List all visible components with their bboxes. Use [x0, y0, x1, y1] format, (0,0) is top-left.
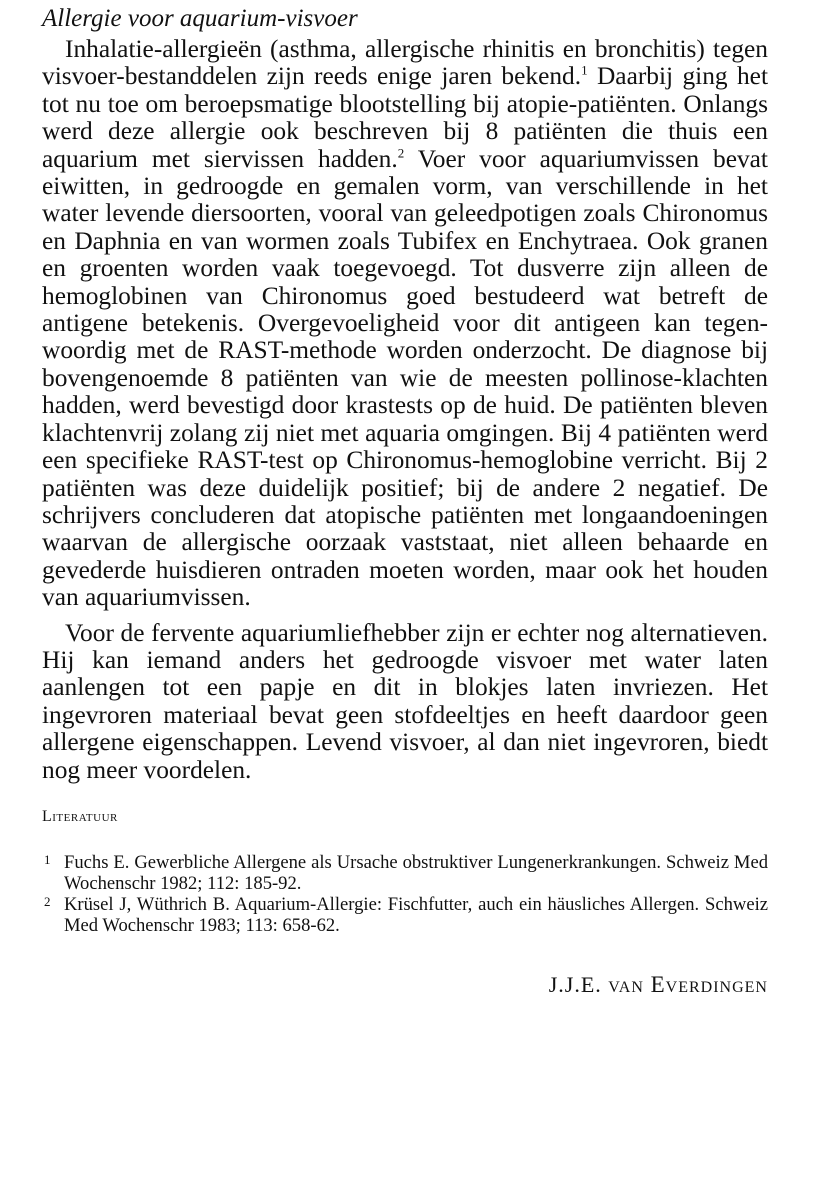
reference-item: [42, 852, 768, 894]
paragraph-1-part-c: Voer voor aquariumvissen bevat eiwitten, in gedroogde en gemalen vorm, van verschillende in het water levende diersoorten, vooral van geleedpotigen zoals Chironomus en Daphnia en van wormen zoals Tubifex en Enchytraea. Ook granen en groenten worden vaak toegevoegd. Tot dusverre zijn alleen de hemoglobinen van Chironomus goed bestudeerd wat betreft de antigene betekenis. Overgevoeligheid voor dit antigeen kan tegenwoordig met de RAST-methode worden onderzocht. De diagnose bij bovengenoemde 8 patiënten van wie de meesten pollinose-klachten hadden, werd bevestigd door krastests op de huid. De patiënten bleven klachtenvrij zolang zij niet met aquaria omgingen. Bij 4 patiënten werd een specifieke RAST-test op Chironomus-hemoglobine verricht. Bij 2 patiënten was deze duidelijk positief; bij de andere 2 negatief. De schrijvers concluderen dat atopische patiënten met longaandoeningen waarvan de allergische oorzaak vaststaat, niet alleen behaarde en gevederde huisdieren ontraden moeten worden, maar ook het houden van aquariumvissen.: [42, 144, 768, 612]
reference-text: Krüsel J, Wüthrich B. Aquarium-Allergie: Fischfutter, auch ein häusliches Allergen. Schweiz Med Wochenschr 1983; 113: 658-62.: [64, 893, 768, 936]
article-title: Allergie voor aquarium-visvoer: [42, 5, 358, 32]
author-initials: J.J.E.: [548, 971, 609, 997]
article: [42, 6, 768, 998]
references-heading: Literatuur: [42, 807, 118, 825]
reference-text: Fuchs E. Gewerbliche Allergene als Ursache obstruktiver Lungenerkrankungen. Schweiz Med Wochenschr 1982; 112: 185-92.: [64, 851, 768, 894]
footnote-ref-2: 2: [397, 145, 405, 161]
paragraph-1: [42, 36, 768, 612]
paragraph-1-part-b: Daarbij ging het tot nu toe om beroepsmatige blootstelling bij atopie-patiënten. Onlangs werd deze allergie ook beschreven bij 8 patiënten die thuis een aquarium met siervissen hadden.: [42, 62, 768, 173]
author-name: van Everdingen: [608, 971, 768, 997]
author-signature: [42, 972, 768, 998]
reference-number: 1: [44, 851, 51, 867]
reference-list: [42, 852, 768, 936]
paragraph-1-part-a: Inhalatie-allergieën (asthma, allergische rhinitis en bronchitis) tegen visvoer-bestanddelen zijn reeds enige jaren bekend.: [42, 35, 768, 91]
reference-item: [42, 894, 768, 936]
reference-number: 2: [44, 893, 51, 909]
paragraph-2: Voor de fervente aquariumliefhebber zijn er echter nog alternatieven. Hij kan iemand anders het gedroogde visvoer met water laten aanlengen tot een papje en dit in blokjes laten invriezen. Het ingevroren materiaal bevat geen stofdeeltjes en heeft daardoor geen allergene eigenschappen. Levend visvoer, al dan niet ingevroren, biedt nog meer voordelen.: [42, 618, 768, 784]
footnote-ref-1: 1: [581, 62, 588, 78]
